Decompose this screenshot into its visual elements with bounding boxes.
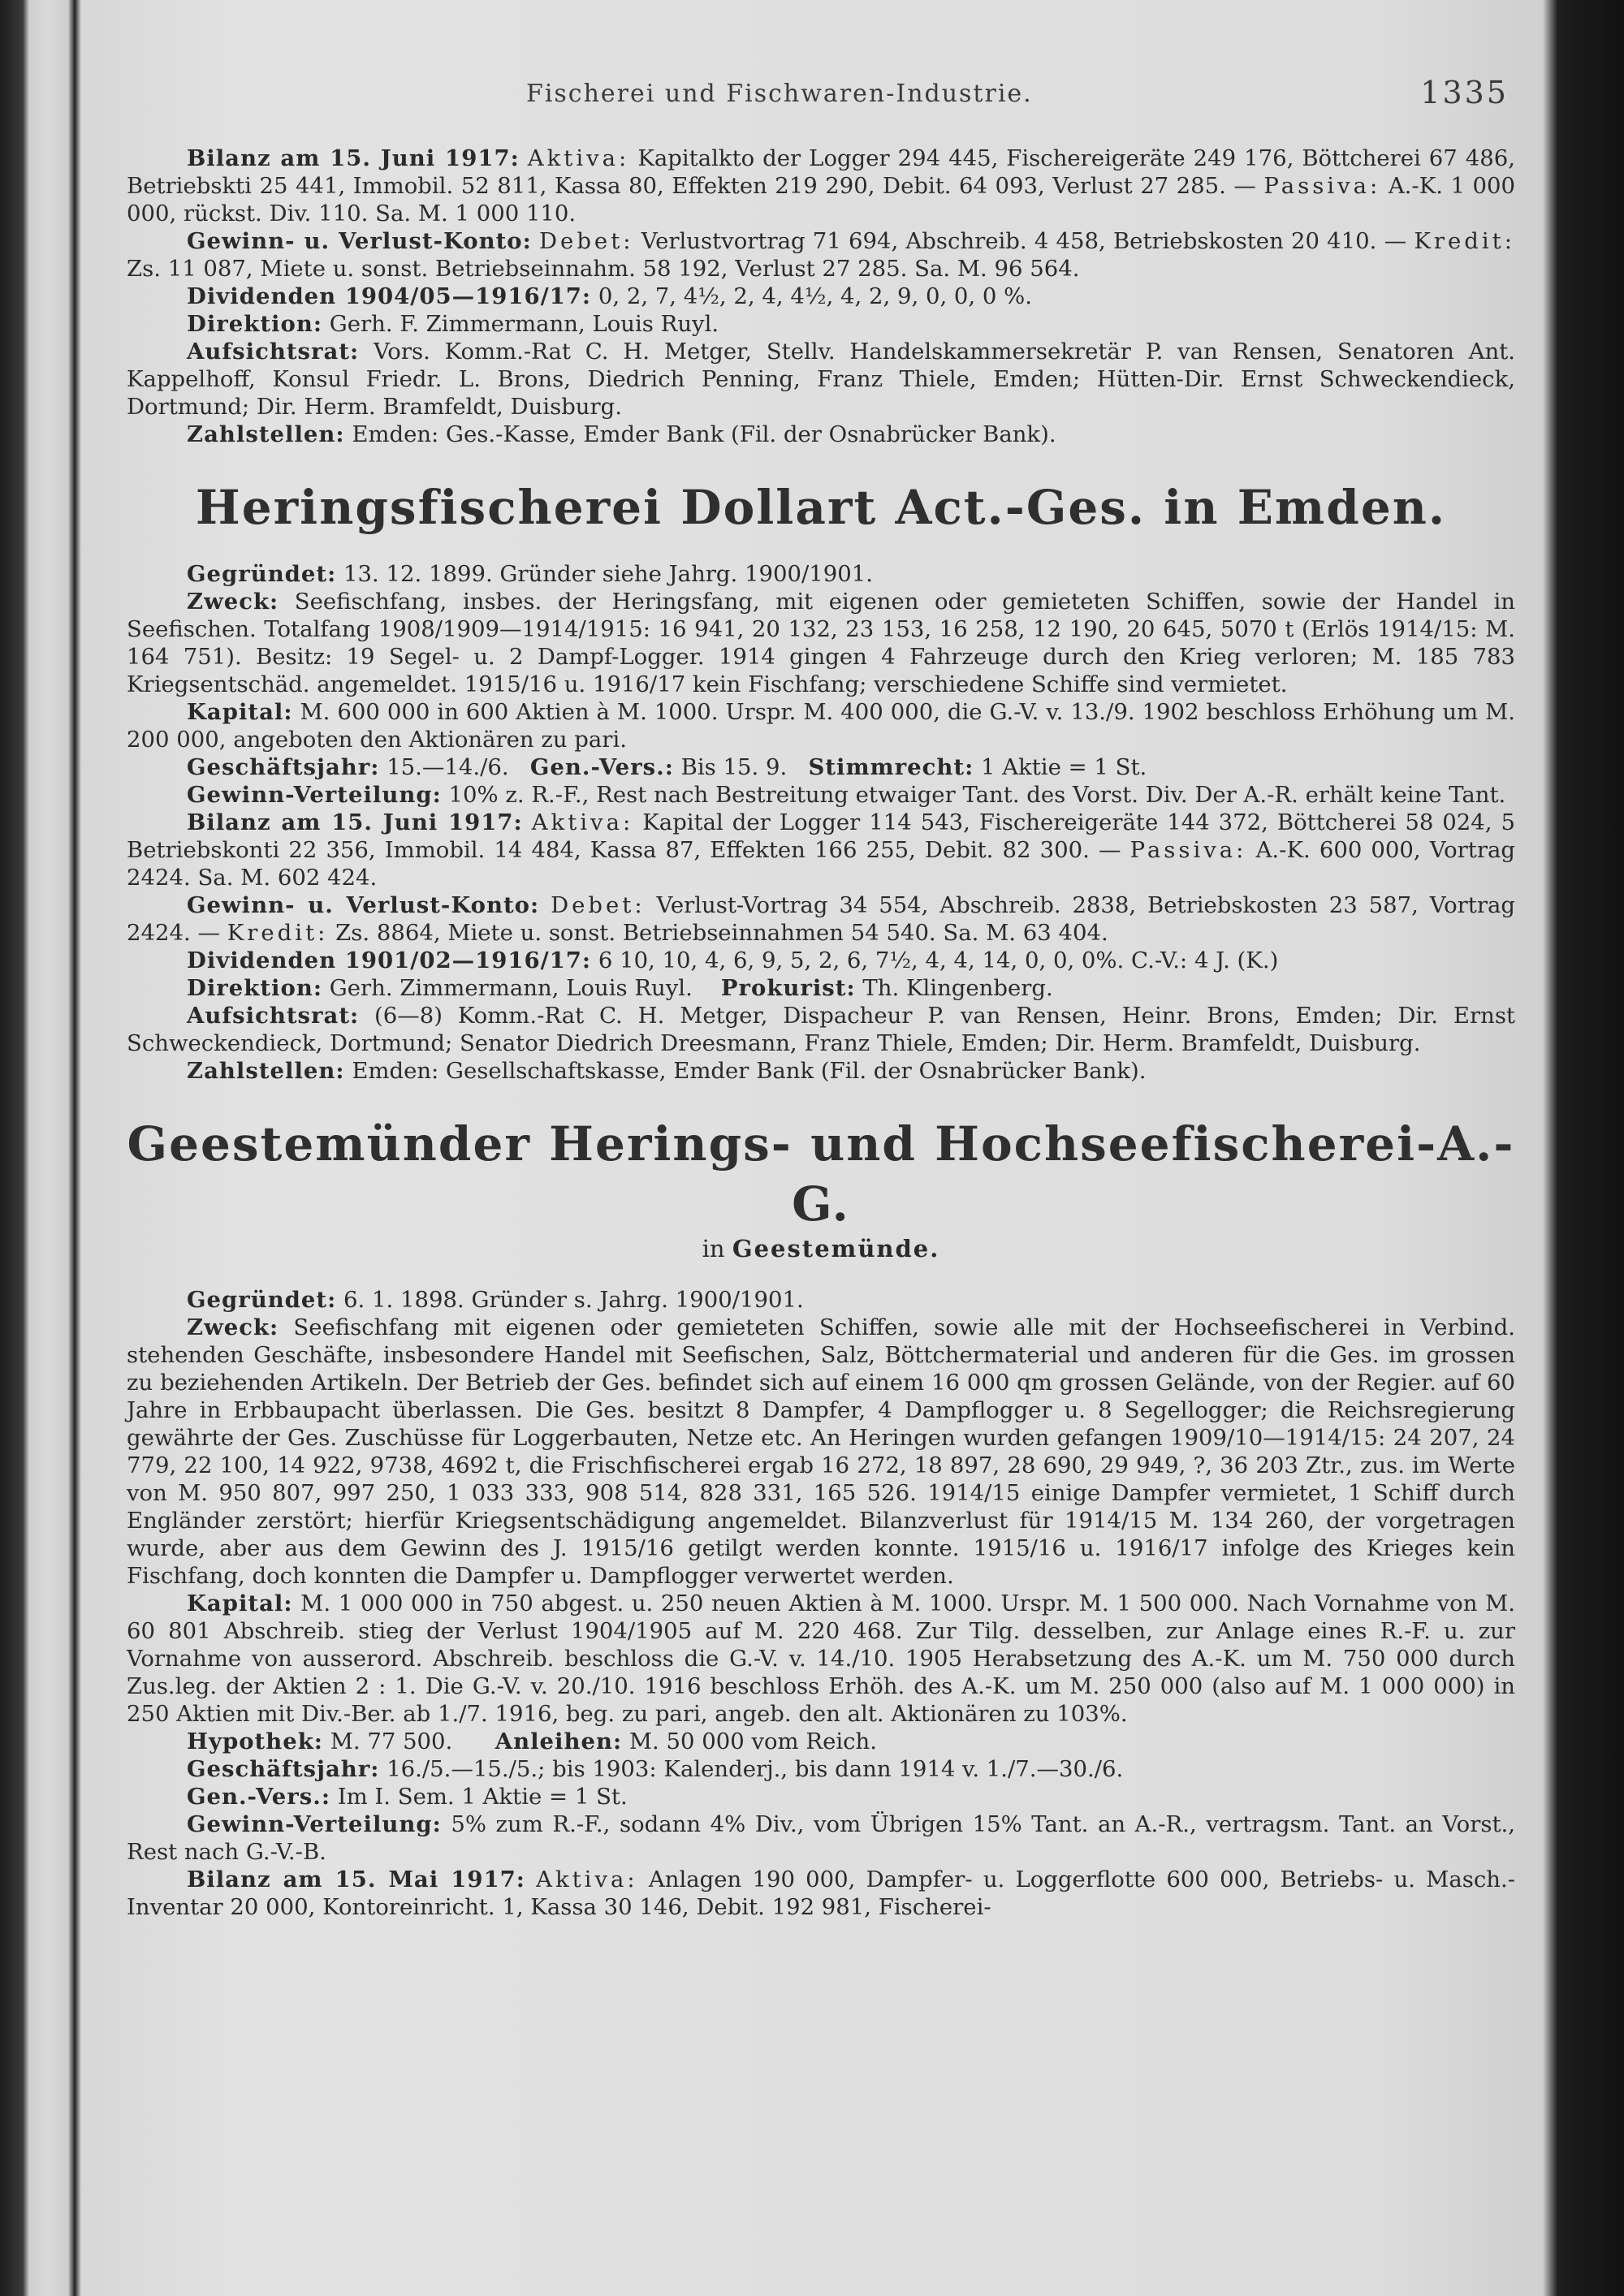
balance-paragraph: Bilanz am 15. Juni 1917: Aktiva: Kapitalkto der Logger 294 445, Fischereigeräte 249 176, Böttcherei 67 486, Betriebskti 25 441, Immobil. 52 811, Kassa 80, Effekten 219 290, Debit. 64 093, Verlust 27 285. — Passiva: A.-K. 1 000 000, rückst. Div. 110. Sa. M. 1 000 110. bbox=[127, 145, 1516, 227]
management-paragraph: Direktion: Gerh. F. Zimmermann, Louis Ruyl. bbox=[187, 311, 719, 337]
book-page bbox=[88, 0, 1557, 2296]
capital-paragraph: Kapital: M. 1 000 000 in 750 abgest. u. 250 neuen Aktien à M. 1000. Urspr. M. 1 500 000. Nach Vornahme von M. 60 801 Abschreib. stieg der Verlust 1904/1905 auf M. 220 468. Zur Tilg. desselben, zur Anlage eines R.-F. u. zur Vornahme von ausserord. Abschreib. beschloss die G.-V. v. 14./10. 1905 Herabsetzung des A.-K. um M. 750 000 durch Zus.leg. der Aktien 2 : 1. Die G.-V. v. 20./10. 1916 beschloss Erhöh. des A.-K. um M. 250 000 (also auf M. 1 000 000) in 250 Aktien mit Div.-Ber. ab 1./7. 1916, beg. zu pari, angeb. den alt. Aktionären zu 103%. bbox=[127, 1590, 1515, 1727]
profit-distribution-paragraph: Gewinn-Verteilung: 5% zum R.-F., sodann 4% Div., vom Übrigen 15% Tant. an A.-R., vertragsm. Tant. an Vorst., Rest nach G.-V.-B. bbox=[127, 1811, 1515, 1865]
profit-distribution-paragraph: Gewinn-Verteilung: 10% z. R.-F., Rest nach Bestreitung etwaiger Tant. des Vorst. Div. Der A.-R. erhält keine Tant. bbox=[187, 782, 1506, 808]
balance-paragraph: Bilanz am 15. Juni 1917: Aktiva: Kapital der Logger 114 543, Fischereigeräte 144 372, Böttcherei 58 024, 5 Betriebskonti 22 356, Immobil. 14 484, Kassa 87, Effekten 166 255, Debit. 82 300. — Passiva: A.-K. 600 000, Vortrag 2424. Sa. M. 602 424. bbox=[127, 809, 1515, 891]
capital-paragraph: Kapital: M. 600 000 in 600 Aktien à M. 1000. Urspr. M. 400 000, die G.-V. v. 13./9. 1902 beschloss Erhöhung um M. 200 000, angeboten den Aktionären zu pari. bbox=[127, 699, 1515, 753]
founded-paragraph: Gegründet: 6. 1. 1898. Gründer s. Jahrg. 1900/1901. bbox=[187, 1287, 804, 1313]
page-number: 1335 bbox=[1420, 75, 1509, 110]
label-balance: Bilanz am 15. Juni 1917: bbox=[187, 145, 520, 171]
general-meeting-paragraph: Gen.-Vers.: Im I. Sem. 1 Aktie = 1 St. bbox=[187, 1784, 628, 1810]
company-title-geestemuende: Geestemünder Herings- und Hochseefischerei-A.-G. bbox=[127, 1116, 1515, 1232]
paying-agents-paragraph: Zahlstellen: Emden: Ges.-Kasse, Emder Bank (Fil. der Osnabrücker Bank). bbox=[187, 421, 1056, 447]
supervisory-board-paragraph: Aufsichtsrat: Vors. Komm.-Rat C. H. Metger, Stellv. Handelskammersekretär P. van Rensen, Senatoren Ant. Kappelhoff, Konsul Friedr. L. Brons, Diedrich Penning, Franz Thiele, Emden; Hütten-Dir. Ernst Schweckendieck, Dortmund; Dir. Herm. Bramfeldt, Duisburg. bbox=[127, 339, 1515, 420]
company-title-dollart: Heringsfischerei Dollart Act.-Ges. in Emden. bbox=[195, 480, 1447, 535]
profit-loss-paragraph: Gewinn- u. Verlust-Konto: Debet: Verlust-Vortrag 34 554, Abschreib. 2838, Betriebskosten 23 587, Vortrag 2424. — Kredit: Zs. 8864, Miete u. sonst. Betriebseinnahmen 54 540. Sa. M. 63 404. bbox=[127, 892, 1515, 946]
company-subtitle: in Geestemünde. bbox=[702, 1235, 940, 1262]
management-paragraph: Direktion: Gerh. Zimmermann, Louis Ruyl. Prokurist: Th. Klingenberg. bbox=[187, 975, 1053, 1001]
purpose-paragraph: Zweck: Seefischfang, insbes. der Heringsfang, mit eigenen oder gemieteten Schiffen, sowie der Handel in Seefischen. Totalfang 1908/1909—1914/1915: 16 941, 20 132, 23 153, 16 258, 12 190, 20 645, 5070 t (Erlös 1914/15: M. 164 751). Besitz: 19 Segel- u. 2 Dampf-Logger. 1914 gingen 4 Fahrzeuge durch den Krieg verloren; M. 185 783 Kriegsentschäd. angemeldet. 1915/16 u. 1916/17 kein Fischfang; verschiedene Schiffe sind vermietet. bbox=[127, 589, 1515, 697]
profit-loss-paragraph: Gewinn- u. Verlust-Konto: Debet: Verlustvortrag 71 694, Abschreib. 4 458, Betriebskosten 20 410. — Kredit: Zs. 11 087, Miete u. sonst. Betriebseinnahm. 58 192, Verlust 27 285. Sa. M. 96 564. bbox=[127, 228, 1515, 282]
running-header: Fischerei und Fischwaren-Industrie. bbox=[526, 80, 1033, 108]
purpose-paragraph: Zweck: Seefischfang mit eigenen oder gemieteten Schiffen, sowie alle mit der Hochseefischerei in Verbind. stehenden Geschäfte, insbesondere Handel mit Seefischen, Salz, Böttchermaterial und anderen für die Ges. im grossen zu beziehenden Artikeln. Der Betrieb der Ges. befindet sich auf einem 16 000 qm grossen Gelände, von der Regier. auf 60 Jahre in Erbbaupacht überlassen. Die Ges. besitzt 8 Dampfer, 4 Dampflogger u. 8 Segellogger; die Reichsregierung gewährte der Ges. Zuschüsse für Loggerbauten, Netze etc. An Heringen wurden gefangen 1909/10—1914/15: 24 207, 24 779, 22 100, 14 922, 9738, 4692 t, die Frischfischerei ergab 16 272, 18 897, 28 690, 29 949, ?, 36 203 Ztr., zus. im Werte von M. 950 807, 997 250, 1 033 333, 908 514, 828 331, 165 526. 1914/15 einige Dampfer vermietet, 1 Schiff durch Engländer zerstört; hierfür Kriegsentschädigung angemeldet. Bilanzverlust für 1914/15 M. 134 260, der vorgetragen wurde, aber aus dem Gewinn des J. 1915/16 getilgt werden konnte. 1915/16 u. 1916/17 infolge des Krieges kein Fischfang, doch konnten die Dampfer u. Dampflogger verwertet werden. bbox=[127, 1314, 1515, 1589]
supervisory-board-paragraph: Aufsichtsrat: (6—8) Komm.-Rat C. H. Metger, Dispacheur P. van Rensen, Heinr. Brons, Emden; Dir. Ernst Schweckendieck, Dortmund; Senator Diedrich Dreesmann, Franz Thiele, Emden; Dir. Herm. Bramfeldt, Duisburg. bbox=[127, 1003, 1515, 1056]
fiscal-year-paragraph: Geschäftsjahr: 16./5.—15./5.; bis 1903: Kalenderj., bis dann 1914 v. 1./7.—30./6. bbox=[187, 1756, 1124, 1782]
entry-block-1 bbox=[127, 145, 1515, 1921]
mortgage-paragraph: Hypothek: M. 77 500. Anleihen: M. 50 000 vom Reich. bbox=[187, 1728, 878, 1754]
fiscal-year-paragraph: Geschäftsjahr: 15.—14./6. Gen.-Vers.: Bis 15. 9. Stimmrecht: 1 Aktie = 1 St. bbox=[187, 754, 1147, 780]
dividends-paragraph: Dividenden 1904/05—1916/17: 0, 2, 7, 4½, 2, 4, 4½, 4, 2, 9, 0, 0, 0 %. bbox=[187, 283, 1033, 309]
dividends-paragraph: Dividenden 1901/02—1916/17: 6 10, 10, 4, 6, 9, 5, 2, 6, 7½, 4, 4, 14, 0, 0, 0%. C.-V.: 4 J. (K.) bbox=[187, 947, 1279, 973]
balance-paragraph: Bilanz am 15. Mai 1917: Aktiva: Anlagen 190 000, Dampfer- u. Loggerflotte 600 000, Betriebs- u. Masch.-Inventar 20 000, Kontoreinricht. 1, Kassa 30 146, Debit. 192 981, Fischerei- bbox=[127, 1867, 1515, 1920]
founded-paragraph: Gegründet: 13. 12. 1899. Gründer siehe Jahrg. 1900/1901. bbox=[187, 561, 873, 587]
paying-agents-paragraph: Zahlstellen: Emden: Gesellschaftskasse, Emder Bank (Fil. der Osnabrücker Bank). bbox=[187, 1058, 1147, 1084]
